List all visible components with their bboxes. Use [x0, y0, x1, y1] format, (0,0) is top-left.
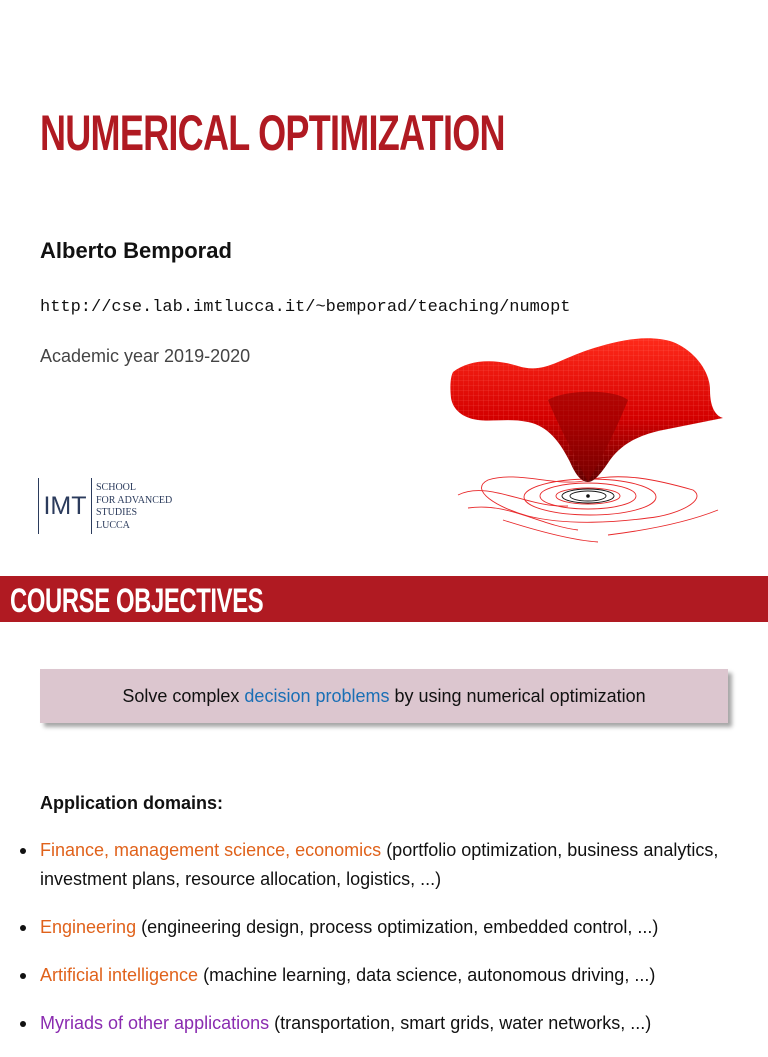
- academic-year: Academic year 2019-2020: [40, 346, 251, 366]
- objective-prefix: Solve complex: [122, 686, 245, 706]
- objective-suffix: by using numerical optimization: [389, 686, 646, 706]
- domain-name: Engineering: [40, 917, 137, 937]
- author-name: Alberto Bemporad: [40, 238, 232, 263]
- page-title: NUMERICAL OPTIMIZATION: [40, 105, 505, 161]
- domain-detail: (machine learning, data science, autonomous driving, ...): [198, 965, 656, 985]
- objective-box: [40, 669, 728, 723]
- domain-detail: (engineering design, process optimization, embedded control, ...): [136, 917, 659, 937]
- objective-highlight: decision problems: [244, 686, 390, 706]
- domain-name: Artificial intelligence: [40, 965, 199, 985]
- surface-plot-icon: [448, 330, 728, 545]
- list-item: [40, 961, 720, 990]
- imt-logo-text: [96, 482, 172, 532]
- imt-logo: [38, 478, 188, 536]
- domain-name: Finance, management science, economics: [40, 840, 382, 860]
- list-item: [40, 836, 720, 894]
- list-item: [40, 913, 720, 942]
- domain-name: Myriads of other applications: [40, 1013, 270, 1033]
- section-title: COURSE OBJECTIVES: [10, 582, 264, 620]
- domain-detail: (portfolio optimization, business analytics, investment plans, resource allocation, logistics, ...): [40, 840, 719, 889]
- section-bar: [0, 576, 768, 622]
- logo-line: LUCCA: [96, 519, 130, 531]
- domains-heading: Application domains:: [40, 793, 224, 813]
- domain-detail: (transportation, smart grids, water networks, ...): [269, 1013, 652, 1033]
- logo-line: FOR ADVANCED: [96, 494, 173, 506]
- course-url[interactable]: http://cse.lab.imtlucca.it/~bemporad/teaching/numopt: [40, 298, 571, 317]
- contour-lines: [458, 477, 718, 542]
- logo-line: SCHOOL: [96, 482, 137, 493]
- imt-logo-mark: IMT: [38, 478, 92, 534]
- logo-line: STUDIES: [96, 507, 138, 518]
